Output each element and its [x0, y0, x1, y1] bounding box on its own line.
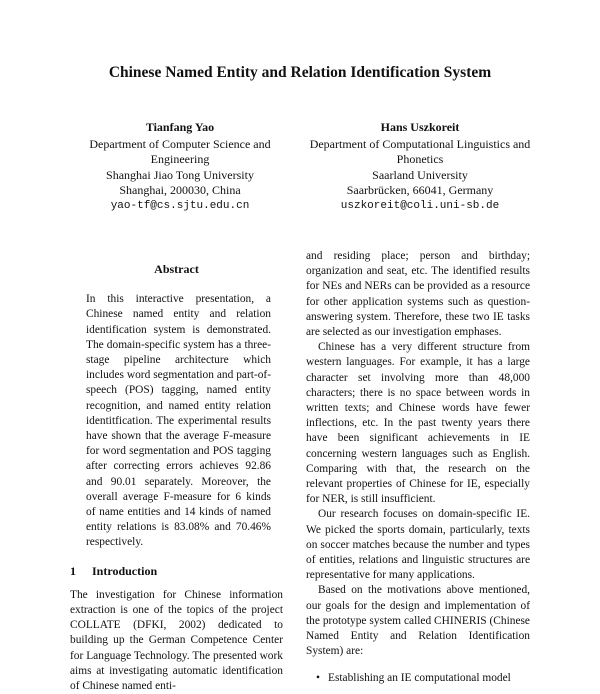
- paragraph: Chinese has a very different structure from western languages. For example, it has a large character set involving more than 48,000 characters; there is no space between words in written texts; and Chinese words have fewer inflections, etc. In the past twenty years there have been significant achievements in IE concerning western languages such as English. Comparing with that, the research on the relevant properties of Chinese for IE, especially for NER, is still insufficient.: [306, 341, 530, 506]
- author-email[interactable]: yao-tf@cs.sjtu.edu.cn: [110, 199, 250, 212]
- paper-title: Chinese Named Entity and Relation Identification System: [108, 64, 492, 81]
- left-column: [70, 262, 283, 694]
- affiliation-line: Saarbrücken, 66041, Germany: [346, 183, 494, 198]
- intro-paragraph: The investigation for Chinese information extraction is one of the topics of the project COLLATE (DFKI, 2002) dedicated to building up the German Competence Center for Language Technology. The presented work aims at investigating automatic identification of Chinese named enti-: [70, 588, 283, 693]
- list-item-text: Establishing an IE computational model: [328, 672, 511, 685]
- author-email[interactable]: uszkoreit@coli.uni-sb.de: [340, 199, 500, 212]
- affiliation-line: Shanghai, 200030, China: [119, 183, 241, 198]
- list-item: [306, 671, 530, 686]
- author-block-1: [65, 120, 295, 215]
- affiliation-line: Department of Computational Linguistics and: [309, 136, 531, 151]
- paragraph: Our research focuses on domain-specific IE. We picked the sports domain, particularly, texts on soccer matches because the number and types of entities, relations and linguistic structures are representative for many applications.: [306, 508, 530, 582]
- continuation-paragraph: and residing place; person and birthday; organization and seat, etc. The identified results for NEs and NERs can be provided as a resource for other application systems such as question-answering system. Therefore, these two IE tasks are selected as our investigation emphases.: [306, 250, 530, 339]
- affiliation-line: Saarland University: [372, 167, 468, 182]
- section-heading: [70, 564, 283, 579]
- affiliation-line: Engineering: [150, 152, 210, 167]
- bullet-icon: •: [316, 672, 320, 685]
- affiliation-line: Department of Computer Science and: [89, 136, 271, 151]
- author-name: Hans Uszkoreit: [380, 120, 460, 134]
- author-name: Tianfang Yao: [145, 120, 215, 134]
- section-title: Introduction: [92, 563, 158, 578]
- section-number: 1: [70, 563, 76, 578]
- right-column: [306, 249, 530, 687]
- affiliation-line: Shanghai Jiao Tong University: [106, 167, 254, 182]
- author-block-2: [300, 120, 540, 215]
- affiliation-line: Phonetics: [396, 152, 444, 167]
- paragraph: Based on the motivations above mentioned, our goals for the design and implementation of the prototype system called CHINERIS (Chinese Named Entity and Relation Identification System) are:: [306, 584, 530, 658]
- abstract-text: In this interactive presentation, a Chinese named entity and relation identification system is demonstrated. The domain-specific system has a three-stage pipeline architecture which includes word segmentation and part-of-speech (POS) tagging, named entity recognition, and named entity relation identitfication. The experimental results have shown that the average F-measure for word segmentation and POS tagging after correcting errors achieves 92.86 and 90.01 separately. Moreover, the overall average F-measure for 6 kinds of name entities and 14 kinds of named entity relations is 83.08% and 70.46% respectively.: [86, 293, 271, 549]
- abstract-heading: Abstract: [154, 262, 199, 276]
